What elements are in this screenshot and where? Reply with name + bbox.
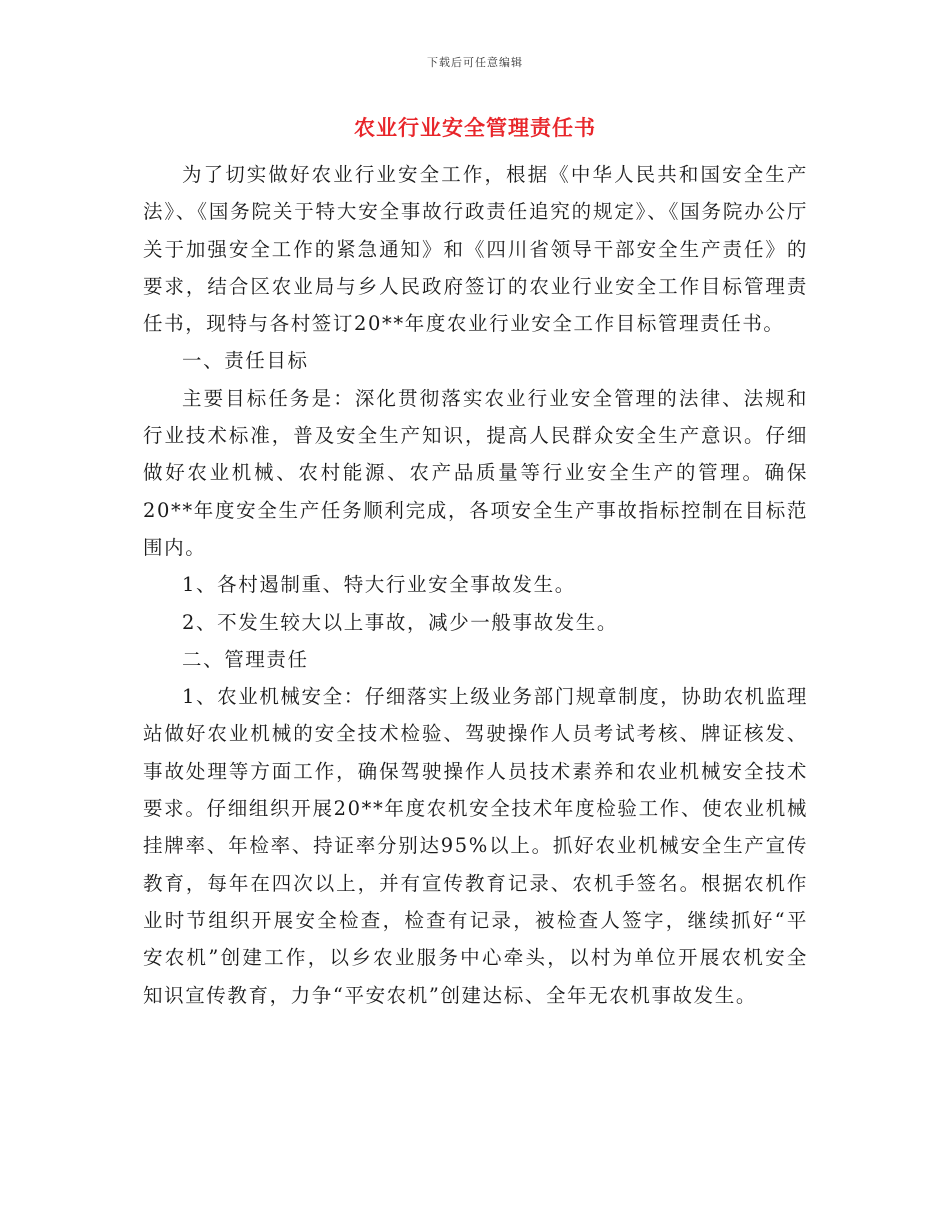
intro-paragraph: 为了切实做好农业行业安全工作，根据《中华人民共和国安全生产法》、《国务院关于特大安全事故行政责任追究的规定》、《国务院办公厅关于加强安全工作的紧急通知》和《四川省领导干部安全生产责任》的要求，结合区农业局与乡人民政府签订的农业行业安全工作目标管理责任书，现特与各村签订20**年度农业行业安全工作目标管理责任书。 (143, 163, 808, 336)
section-heading-goals: 一、责任目标 (182, 349, 309, 373)
page-header-note: 下载后可任意编辑 (427, 56, 523, 69)
goal-item-2: 2、不发生较大以上事故，减少一般事故发生。 (182, 610, 619, 634)
document-body (143, 156, 808, 1014)
document-title: 农业行业安全管理责任书 (354, 115, 596, 140)
goals-paragraph: 主要目标任务是：深化贯彻落实农业行业安全管理的法律、法规和行业技术标准，普及安全生产知识，提高人民群众安全生产意识。仔细做好农业机械、农村能源、农产品质量等行业安全生产的管理。确保20**年度安全生产任务顺利完成，各项安全生产事故指标控制在目标范围内。 (143, 386, 808, 559)
responsibility-item-1: 1、农业机械安全：仔细落实上级业务部门规章制度，协助农机监理站做好农业机械的安全技术检验、驾驶操作人员考试考核、牌证核发、事故处理等方面工作，确保驾驶操作人员技术素养和农业机械安全技术要求。仔细组织开展20**年度农机安全技术年度检验工作、使农业机械挂牌率、年检率、持证率分别达95%以上。抓好农业机械安全生产宣传教育，每年在四次以上，并有宣传教育记录、农机手签名。根据农机作业时节组织开展安全检查，检查有记录，被检查人签字，继续抓好“平安农机”创建工作，以乡农业服务中心牵头，以村为单位开展农机安全知识宣传教育，力争“平安农机”创建达标、全年无农机事故发生。 (143, 685, 808, 1007)
section-heading-responsibility: 二、管理责任 (182, 647, 309, 671)
goal-item-1: 1、各村遏制重、特大行业安全事故发生。 (182, 573, 576, 597)
